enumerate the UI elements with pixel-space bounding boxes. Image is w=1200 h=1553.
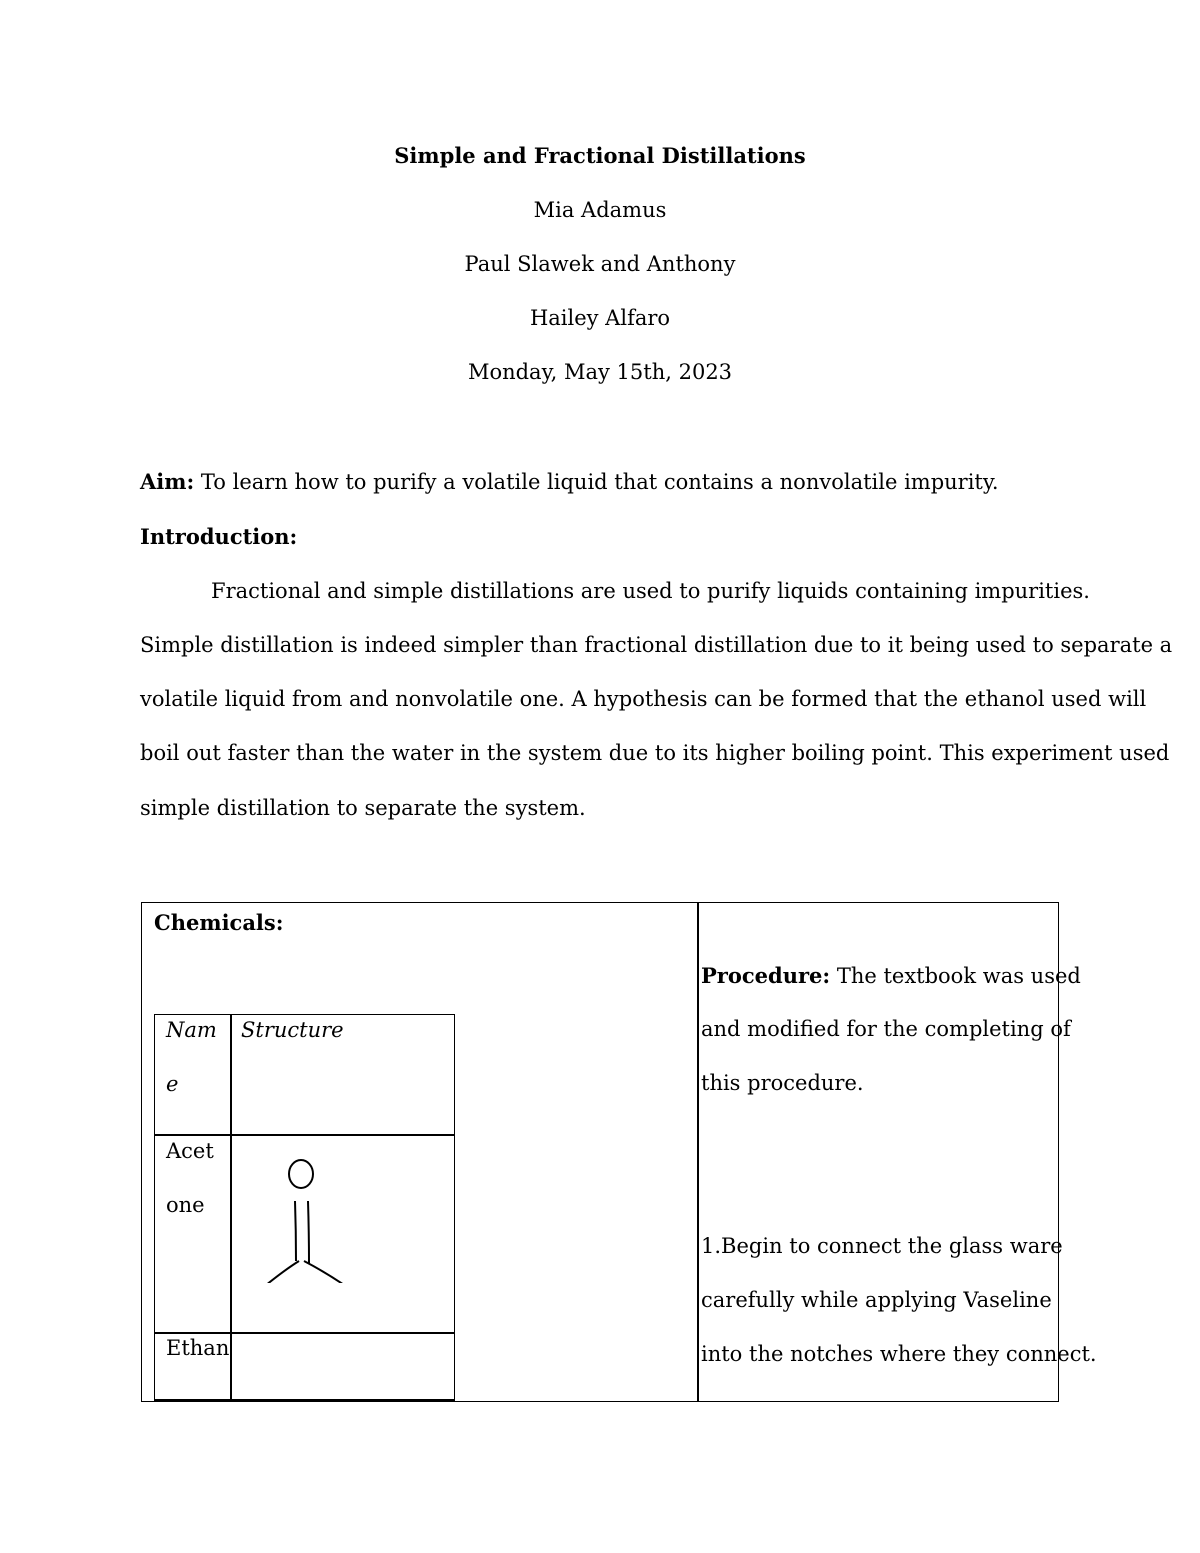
chemical-name-ethanol-part-1: Ethan [166, 1336, 230, 1360]
intro-line-5: simple distillation to separate the system. [140, 796, 586, 820]
introduction-heading: Introduction: [140, 524, 298, 549]
chemical-name-acetone-part-2: one [166, 1193, 205, 1217]
intro-line-2: Simple distillation is indeed simpler than fractional distillation due to it being used to separate a [140, 633, 1173, 657]
partners-line-1: Paul Slawek and Anthony [464, 252, 736, 276]
header-name-part-2: e [166, 1072, 179, 1096]
chemical-name-acetone-part-1: Acet [166, 1139, 214, 1163]
intro-line-3: volatile liquid from and nonvolatile one. A hypothesis can be formed that the ethanol used will [140, 687, 1147, 711]
chemicals-table [154, 1014, 455, 1401]
partners-line-2: Hailey Alfaro [529, 306, 671, 330]
aim-label: Aim: [140, 469, 195, 494]
chemicals-table-column-divider [230, 1015, 232, 1399]
acetone-structure-icon [255, 1153, 355, 1283]
procedure-line-1: Procedure: The textbook was used [701, 963, 1081, 988]
chemicals-heading: Chemicals: [154, 910, 284, 935]
header-structure: Structure [241, 1018, 344, 1042]
procedure-line-3: this procedure. [701, 1071, 864, 1095]
procedure-step-1-line-3: into the notches where they connect. [701, 1342, 1097, 1366]
procedure-step-1-line-2: carefully while applying Vaseline [701, 1288, 1052, 1312]
table-column-divider [697, 903, 699, 1401]
procedure-step-1-line-1: 1.Begin to connect the glass ware [701, 1234, 1063, 1258]
chemicals-procedure-table [141, 902, 1097, 1402]
author-name: Mia Adamus [533, 198, 667, 222]
aim-paragraph [140, 469, 999, 494]
procedure-label: Procedure: [701, 963, 831, 988]
document-title: Simple and Fractional Distillations [394, 143, 806, 168]
chemicals-table-row-divider [155, 1134, 454, 1136]
aim-text: To learn how to purify a volatile liquid that contains a nonvolatile impurity. [194, 470, 999, 494]
report-date: Monday, May 15th, 2023 [467, 360, 733, 384]
chemicals-table-row-divider [155, 1332, 454, 1334]
procedure-line-2: and modified for the completing of [701, 1017, 1071, 1041]
header-name-part-1: Nam [166, 1018, 217, 1042]
intro-line-1: Fractional and simple distillations are used to purify liquids containing impurities. [211, 579, 1090, 603]
intro-line-4: boil out faster than the water in the system due to its higher boiling point. This experiment used [140, 741, 1170, 765]
